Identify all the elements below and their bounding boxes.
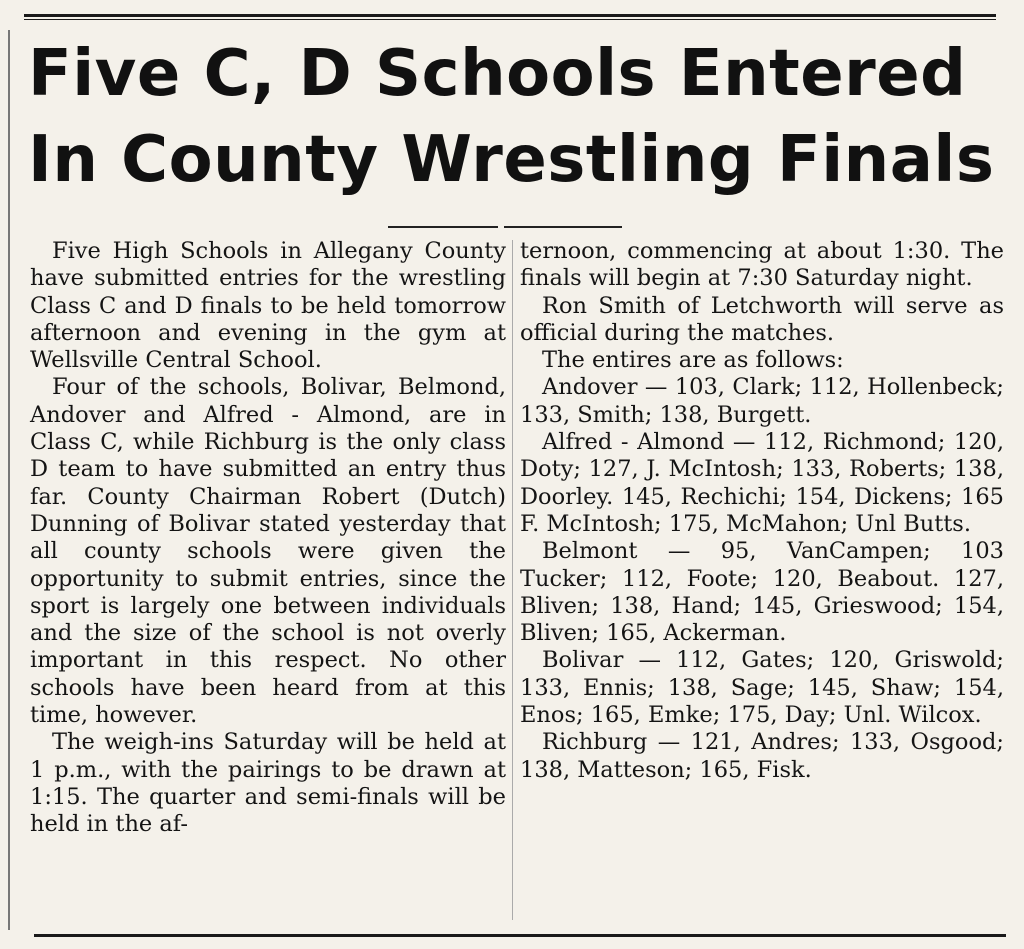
entry-list-bolivar: Bolivar — 112, Gates; 120, Griswold; 133, Ennis; 138, Sage; 145, Shaw; 154, Enos; 165, Emke; 175, Day; Unl. Wilcox. bbox=[520, 647, 1004, 729]
paragraph: Five High Schools in Allegany County have submitted entries for the wrestling Class C and D finals to be held tomorrow afternoon and evening in the gym at Wellsville Central School. bbox=[30, 238, 506, 374]
article-column-left bbox=[30, 238, 506, 839]
paragraph: Ron Smith of Letchworth will serve as official during the matches. bbox=[520, 292, 1004, 346]
entry-list-belmont: Belmont — 95, VanCampen; 103 Tucker; 112, Foote; 120, Beabout. 127, Bliven; 138, Hand; 145, Grieswood; 154, Bliven; 165, Ackerman. bbox=[520, 538, 1004, 647]
bottom-rule bbox=[34, 934, 1006, 937]
headline-divider-right bbox=[504, 226, 622, 228]
top-rule bbox=[24, 14, 996, 17]
paragraph: The entires are as follows: bbox=[542, 347, 844, 374]
entry-list-richburg: Richburg — 121, Andres; 133, Osgood; 138, Matteson; 165, Fisk. bbox=[520, 729, 1004, 783]
paragraph: Four of the schools, Bolivar, Belmond, Andover and Alfred - Almond, are in Class C, while Richburg is the only class D team to have submitted an entry thus far. County Chairman Robert (Dutch) Dunning of Bolivar stated yesterday that all county schools were given the opportunity to submit entries, since the sport is largely one between individuals and the size of the school is not overly important in this respect. No other schools have been heard from at this time, however. bbox=[30, 374, 506, 729]
article-column-right bbox=[520, 238, 1004, 784]
paragraph-continuation: ternoon, commencing at about 1:30. The finals will begin at 7:30 Saturday night. bbox=[520, 238, 1004, 292]
top-rule-thin bbox=[24, 19, 996, 20]
headline-divider-left bbox=[388, 226, 498, 228]
column-divider bbox=[512, 240, 513, 920]
entry-list-alfred-almond: Alfred - Almond — 112, Richmond; 120, Doty; 127, J. McIntosh; 133, Roberts; 138, Doorley. 145, Rechichi; 154, Dickens; 165 F. McIntosh; 175, McMahon; Unl Butts. bbox=[520, 429, 1004, 537]
headline-line-2: In County Wrestling Finals bbox=[28, 123, 995, 197]
page-edge bbox=[8, 30, 10, 930]
paragraph: The weigh-ins Saturday will be held at 1 p.m., with the pairings to be drawn at 1:15. The quarter and semi-finals will be held in the af- bbox=[30, 729, 506, 838]
entry-list-andover: Andover — 103, Clark; 112, Hollenbeck; 133, Smith; 138, Burgett. bbox=[520, 374, 1004, 428]
headline-line-1: Five C, D Schools Entered bbox=[28, 37, 967, 111]
